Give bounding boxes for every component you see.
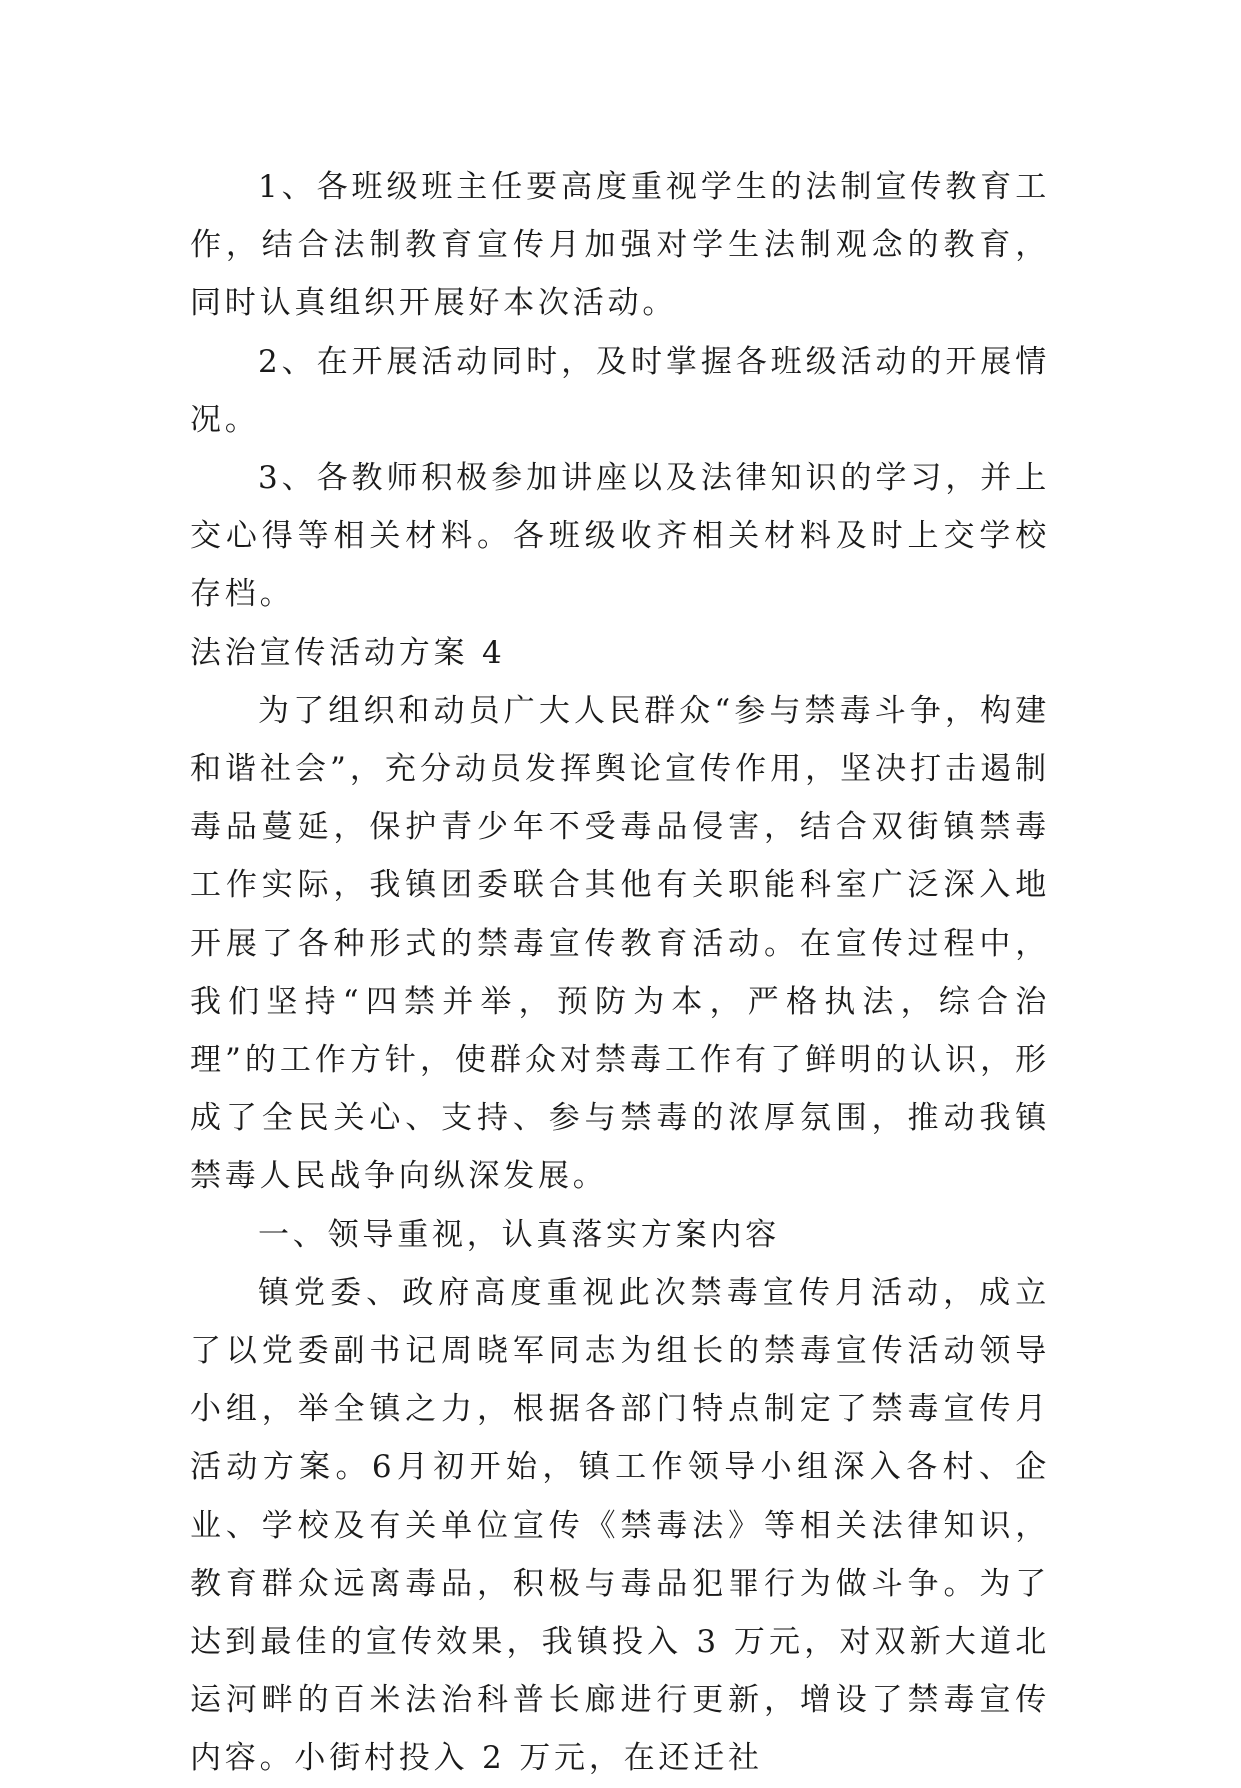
paragraph-leadership: 镇党委、政府高度重视此次禁毒宣传月活动，成立了以党委副书记周晓军同志为组长的禁毒宣传活动领导小组，举全镇之力，根据各部门特点制定了禁毒宣传月活动方案。6月初开始，镇工作领导小组深入各村、企业、学校及有关单位宣传《禁毒法》等相关法律知识，教育群众远离毒品，积极与毒品犯罪行为做斗争。为了达到最佳的宣传效果，我镇投入 3 万元，对双新大道北运河畔的百米法治科普长廊进行更新，增设了禁毒宣传内容。小街村投入 2 万元，在还迁社 bbox=[190, 1274, 1050, 1777]
paragraph-item-2: 2、在开展活动同时，及时掌握各班级活动的开展情况。 bbox=[190, 343, 1050, 438]
subheading-leadership: 一、领导重视，认真落实方案内容 bbox=[258, 1216, 780, 1253]
paragraph-item-1: 1、各班级班主任要高度重视学生的法制宣传教育工作，结合法制教育宣传月加强对学生法制观念的教育，同时认真组织开展好本次活动。 bbox=[190, 169, 1050, 322]
document-body bbox=[190, 158, 1050, 1788]
paragraph-intro: 为了组织和动员广大人民群众“参与禁毒斗争，构建和谐社会”，充分动员发挥舆论宣传作用，坚决打击遏制毒品蔓延，保护青少年不受毒品侵害，结合双街镇禁毒工作实际，我镇团委联合其他有关职能科室广泛深入地开展了各种形式的禁毒宣传教育活动。在宣传过程中，我们坚持“四禁并举，预防为本，严格执法，综合治理”的工作方针，使群众对禁毒工作有了鲜明的认识，形成了全民关心、支持、参与禁毒的浓厚氛围，推动我镇禁毒人民战争向纵深发展。 bbox=[190, 692, 1050, 1195]
section-title: 法治宣传活动方案 4 bbox=[190, 634, 506, 671]
paragraph-item-3: 3、各教师积极参加讲座以及法律知识的学习，并上交心得等相关材料。各班级收齐相关材料及时上交学校存档。 bbox=[190, 460, 1050, 613]
